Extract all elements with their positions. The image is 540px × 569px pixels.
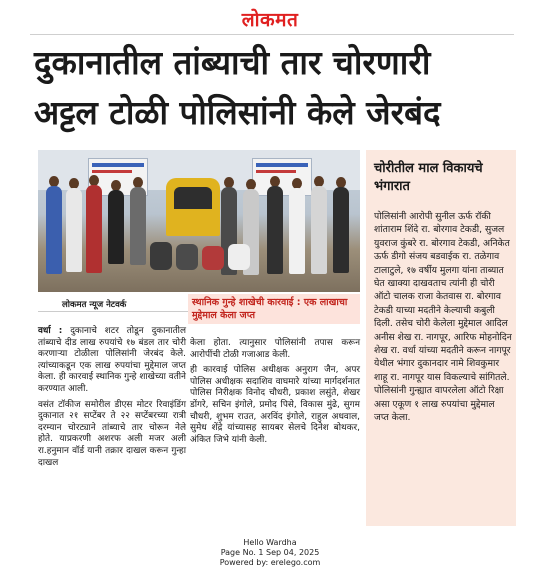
headline-line-2: अट्टल टोळी पोलिसांनी केले जेरबंद [34, 93, 441, 132]
page-footer [0, 538, 540, 568]
sidebar-box [366, 150, 516, 526]
headline-line-1: दुकानातील तांब्याची तार चोरणारी [34, 43, 431, 82]
footer-powered-by: Powered by: erelego.com [219, 558, 321, 567]
article-paragraph: केला होता. त्यानुसार पोलिसांनी तपास करून आरोपींची टोळी गजाआड केली. [190, 338, 360, 360]
dateline: वर्धा : [38, 326, 63, 336]
article-paragraph: ही कारवाई पोलिस अधीक्षक अनुराग जैन, अपर पोलिस अधीक्षक सदाशिव वाघमारे यांच्या मार्गदर्शनात पोलिस निरीक्षक विनोद चौधरी, प्रकाश लसुंते, शेखर डोंगरे, सचिन इंगोले, प्रमोद पिसे, विकास मुंढे, सुगम चौधरी, शुभम राउत, अरविंद इंगोले, राहुल अधवाल, सुमेध शेंद्रे यांच्यासह सायबर सेलचे दिनेश बोथकर, अंकित जिभे यांनी केली. [190, 365, 360, 445]
masthead [0, 6, 540, 32]
lokmat-logo: लोकमत [241, 9, 299, 31]
article-paragraph: वसंत टॉकीज समोरील डीएस मोटर रिवाइंडिंग दुकानात २१ सप्टेंबर ते २२ सप्टेंबरच्या रात्री दरम्यान चोरट्याने तांब्याचे तार चोरून नेले होते. याप्रकरणी अशरफ अली मजर अली रा.हनुमान वॉर्ड यानी तक्रार दाखल करून गुन्हा दाखल [38, 399, 186, 468]
subheadline-box: स्थानिक गुन्हे शाखेची कारवाई : एक लाखाचा मुद्देमाल केला जप्त [188, 294, 360, 324]
footer-page-date: Page No. 1 Sep 04, 2025 [220, 548, 320, 557]
article-text: दुकानाचे शटर तोडून दुकानातील तांब्याचे दीड लाख रुपयांचे १७ बंडल तार चोरी करणाऱ्या टोळीला पोलिसांनी जेरबंद केले. त्यांच्याकडून एक लाख रुपयांचा मुद्देमाल जप्त केला. ही कारवाई स्थानिक गुन्हे शाखेच्या वतीने करण्यात आली. [38, 326, 186, 394]
article-column-1 [38, 326, 186, 473]
auto-rickshaw [166, 178, 220, 236]
article-paragraph [38, 326, 186, 396]
article-column-2 [190, 338, 360, 450]
masthead-divider [30, 34, 514, 35]
photo-credit: लोकमत न्यूज नेटवर्क [62, 300, 127, 310]
headline [34, 40, 514, 140]
sidebar-body: पोलिसांनी आरोपी सुनील ऊर्फ रॉकी शांताराम शिंदे रा. बोरगाव टेकडी, सुजल युवराज कुंबरे रा. बोरगाव टेकडी, अनिकेत ऊर्फ डीगो संजय बडवाईक रा. तळेगाव टालाटुले, १७ वर्षीय मुलगा यांना ताब्यात घेत खाक्या दाखवताच त्यांनी ही चोरी ऑटो चालक राजा केतवास रा. बोरगाव टेकडी याच्या मदतीने केल्याची कबुली दिली. तसेच चोरी केलेला मुद्देमाल आदिल अनीस शेख रा. नागपूर, आरिफ मोहनोदिन शेख रा. वर्धा यांच्या मदतीने करून नागपूर येथील भंगार दुकानदार नामे शिवकुमार शाहू रा. नागपूर यास विकल्याचे सांगितले. पोलिसांनी गुन्ह्यात वापरलेला ऑटो रिक्षा असा एकूण १ लाख रुपयांचा मुद्देमाल जप्त केला. [374, 211, 512, 424]
group-photo [38, 150, 360, 292]
sidebar-title: चोरीतील माल विकायचे भंगारात [374, 161, 483, 194]
footer-edition: Hello Wardha [243, 538, 297, 547]
